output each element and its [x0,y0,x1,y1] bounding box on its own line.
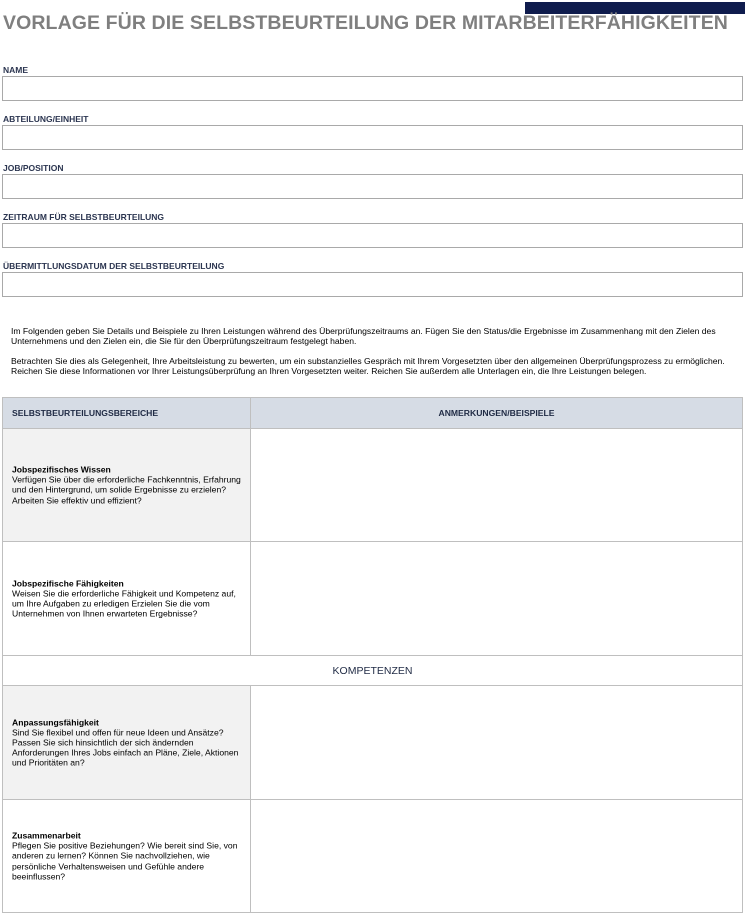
name-label: NAME [3,65,29,75]
job-position-label: JOB/POSITION [3,163,64,173]
area-text: Weisen Sie die erforderliche Fähigkeit und Kompetenz auf, um Ihre Aufgaben zu erledigen Erzielen Sie die vom Unternehmen von Ihnen erwarteten Ergebnisse? [12,588,236,619]
section-row [3,656,742,686]
table-row [3,800,742,912]
department-field[interactable] [2,125,743,150]
intro-paragraph-2: Betrachten Sie dies als Gelegenheit, Ihre Arbeitsleistung zu bewerten, um ein substanzielles Gespräch mit Ihrem Vorgesetzten über den allgemeinen Überprüfungsprozess zu ermöglichen. Reichen Sie diese Informationen vor Ihrer Leistungsüberprüfung an Ihren Vorgesetzten weiter. Reichen Sie außerdem alle Unterlagen ein, die Ihre Leistungen belegen. [11,356,725,377]
area-description [12,830,246,881]
table-header-row [3,398,742,429]
area-text: Sind Sie flexibel und offen für neue Ideen und Ansätze? Passen Sie sich hinsichtlich der sich ändernden Anforderungen Ihres Jobs einfach an Pläne, Ziele, Aktionen und Prioritäten an? [12,727,239,768]
areas-column-header: SELBSTBEURTEILUNGSBEREICHE [12,408,159,418]
competencies-section-label: KOMPETENZEN [332,664,413,677]
notes-cell[interactable] [251,686,742,799]
page-title: VORLAGE FÜR DIE SELBSTBEURTEILUNG DER MITARBEITERFÄHIGKEITEN [3,12,728,34]
table-row [3,542,742,656]
area-title: Jobspezifisches Wissen [12,464,111,475]
table-row [3,429,742,542]
department-label: ABTEILUNG/EINHEIT [3,114,89,124]
area-title: Anpassungsfähigkeit [12,716,99,727]
area-title: Jobspezifische Fähigkeiten [12,578,124,589]
notes-cell[interactable] [251,542,742,655]
notes-cell[interactable] [251,800,742,912]
notes-column-header: ANMERKUNGEN/BEISPIELE [438,408,555,418]
area-text: Pflegen Sie positive Beziehungen? Wie bereit sind Sie, von anderen zu lernen? Können Sie nachvollziehen, wie persönliche Verhaltensweisen und Gefühle andere beeinflussen? [12,840,238,882]
submission-date-label: ÜBERMITTLUNGSDATUM DER SELBSTBEURTEILUNG [3,261,225,271]
area-description [12,717,246,768]
name-field[interactable] [2,76,743,101]
submission-date-field[interactable] [2,272,743,297]
area-description [12,578,246,619]
self-assessment-table [2,397,743,913]
review-period-field[interactable] [2,223,743,248]
area-text: Verfügen Sie über die erforderliche Fachkenntnis, Erfahrung und den Hintergrund, um solide Ergebnisse zu erzielen? Arbeiten Sie effektiv und effizient? [12,474,241,506]
notes-cell[interactable] [251,429,742,541]
area-title: Zusammenarbeit [12,830,81,841]
review-period-label: ZEITRAUM FÜR SELBSTBEURTEILUNG [3,212,165,222]
job-position-field[interactable] [2,174,743,199]
table-row [3,686,742,800]
area-description [12,465,246,506]
intro-paragraph-1: Im Folgenden geben Sie Details und Beispiele zu Ihren Leistungen während des Überprüfungszeitraums an. Fügen Sie den Status/die Ergebnisse im Zusammenhang mit den Zielen des Unternehmens und den Zielen ein, die Sie für den Überprüfungszeitraum festgelegt haben. [11,326,716,347]
